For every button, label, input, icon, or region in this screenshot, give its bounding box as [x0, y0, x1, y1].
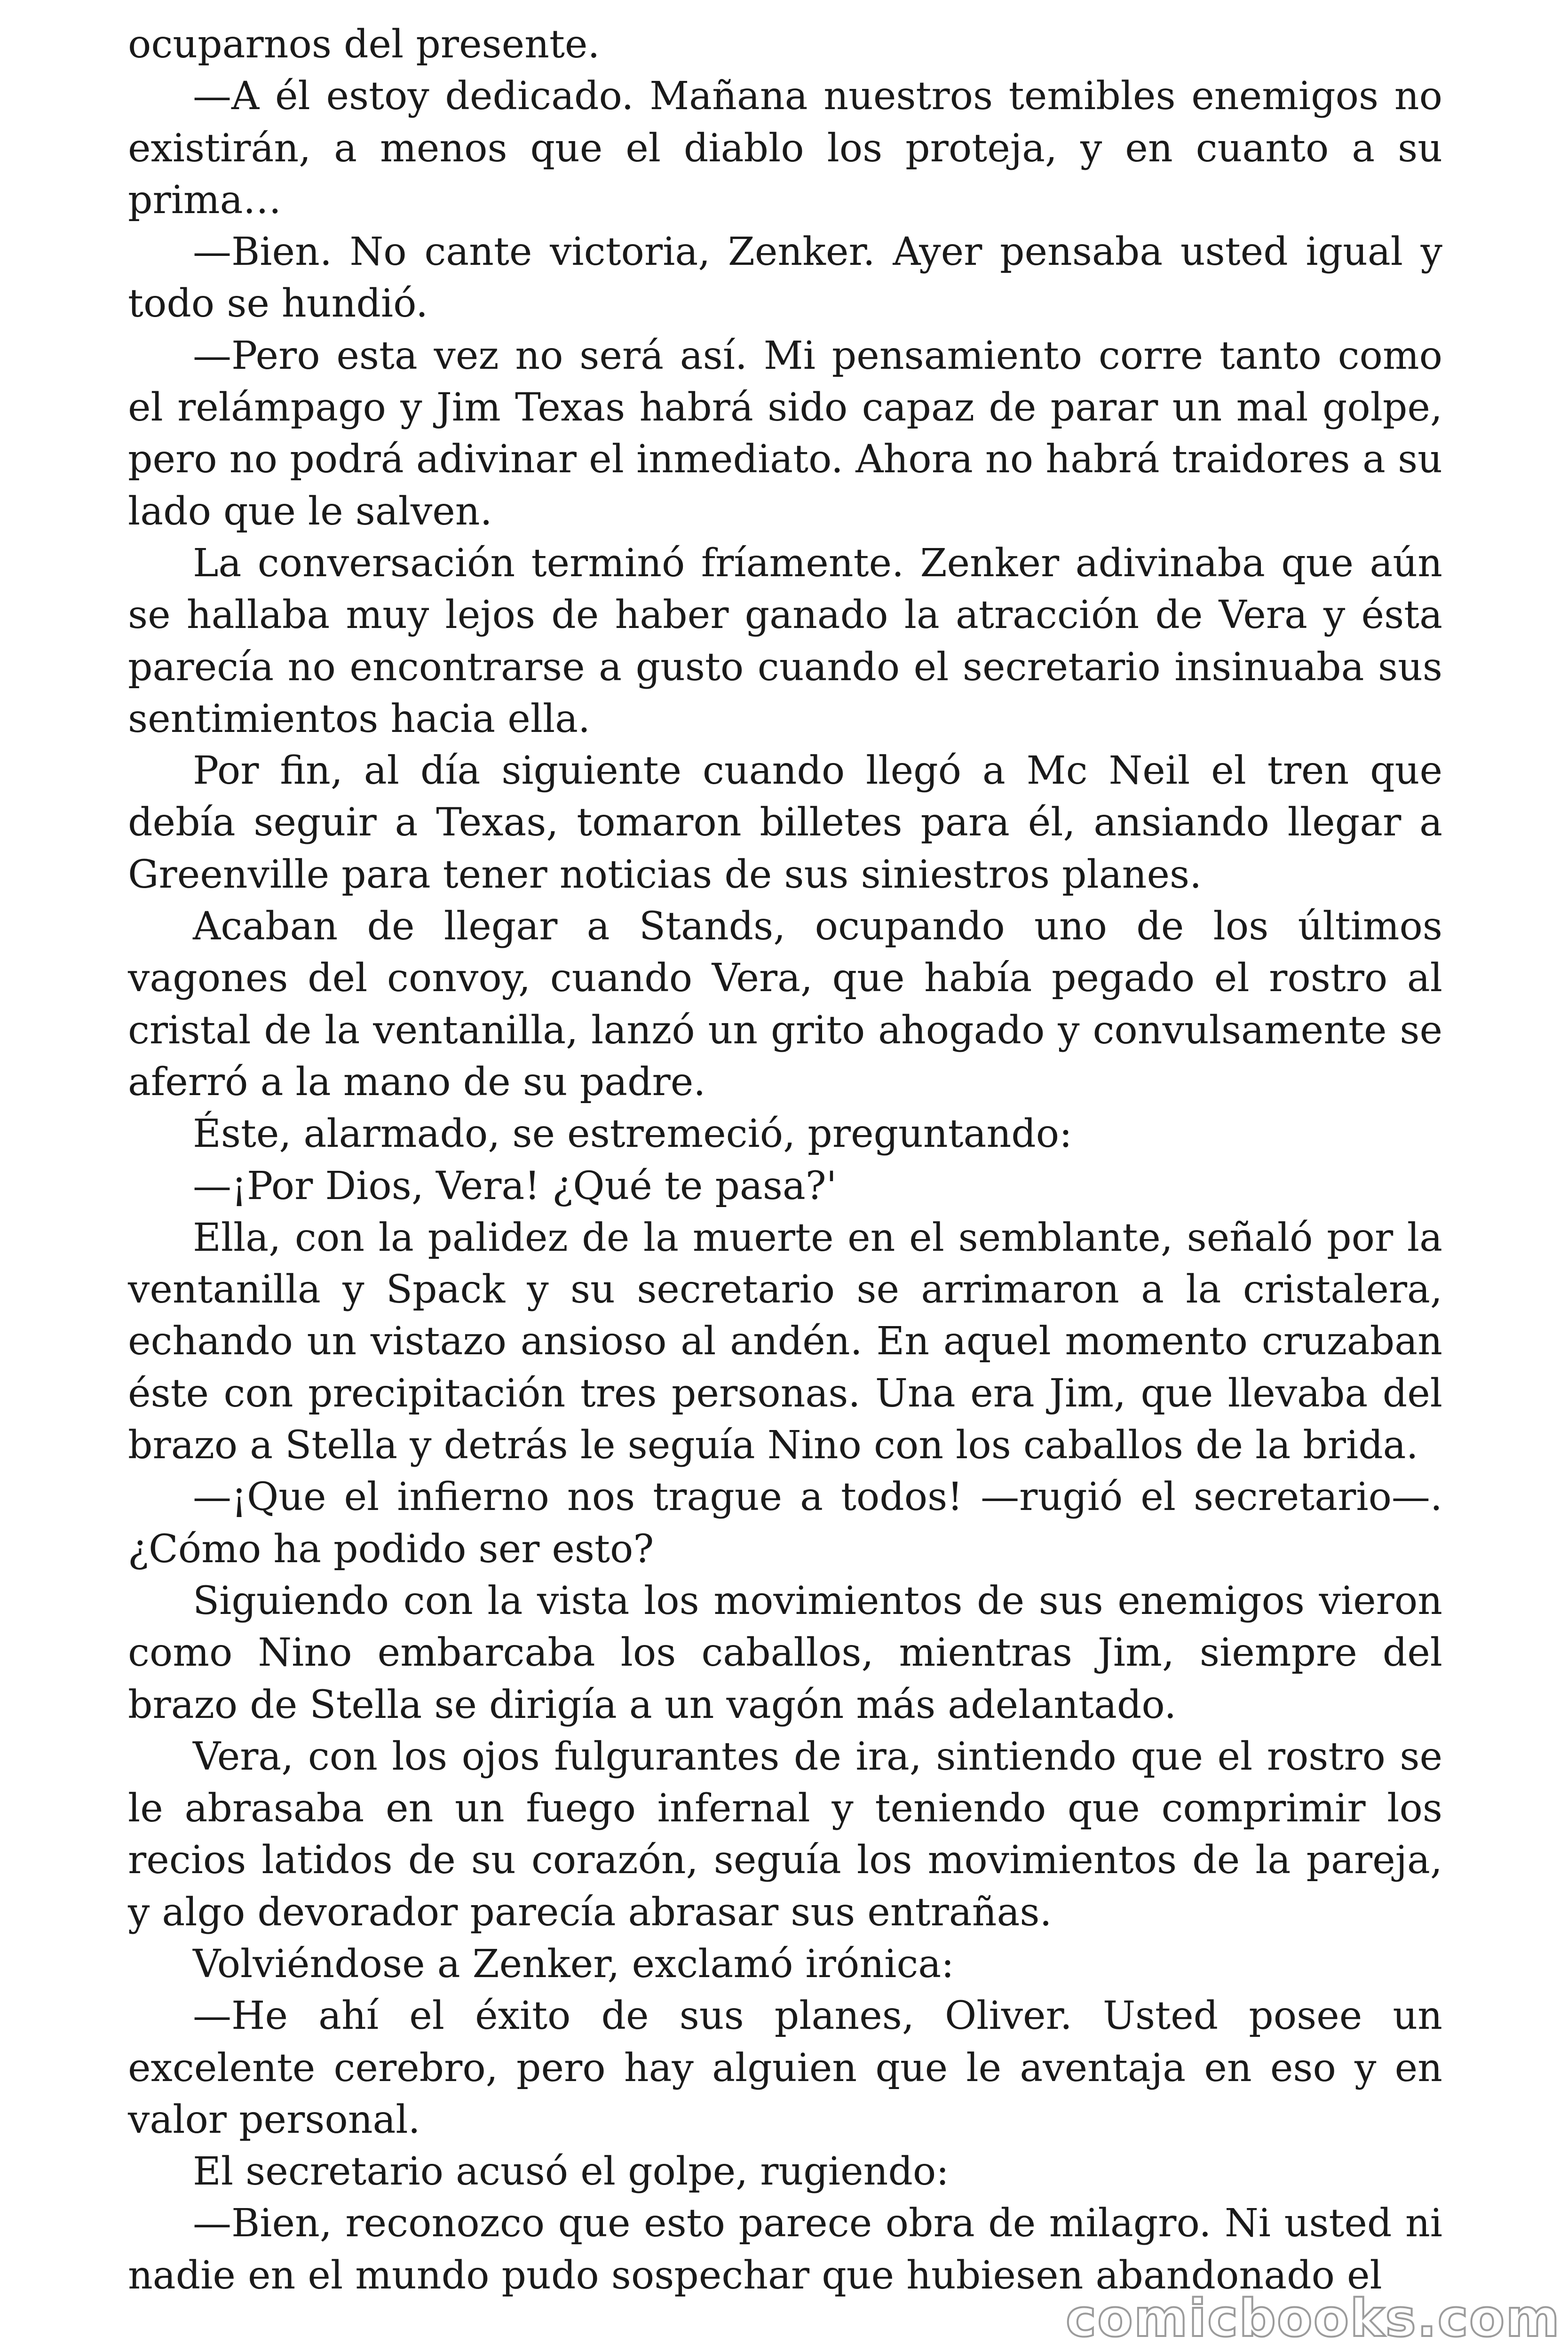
paragraph: —Pero esta vez no será así. Mi pensamiento corre tanto como el relámpago y Jim Texas habrá sido capaz de parar un mal golpe, pero no podrá adivinar el inmediato. Ahora no habrá traidores a su lado que le salven. [128, 333, 1442, 534]
paragraph: —¡Por Dios, Vera! ¿Qué te pasa?' [193, 1163, 837, 1208]
paragraph: —He ahí el éxito de sus planes, Oliver. Usted posee un excelente cerebro, pero hay alguien que le aventaja en eso y en valor personal. [128, 1994, 1442, 2142]
body-text [128, 19, 1442, 2302]
paragraph: Por fin, al día siguiente cuando llegó a Mc Neil el tren que debía seguir a Texas, tomaron billetes para él, ansiando llegar a Greenville para tener noticias de sus siniestros planes. [128, 748, 1442, 897]
paragraph: Éste, alarmado, se estremeció, preguntando: [193, 1112, 1072, 1157]
paragraph: La conversación terminó fríamente. Zenker adivinaba que aún se hallaba muy lejos de haber ganado la atracción de Vera y ésta parecía no encontrarse a gusto cuando el secretario insinuaba sus sentimientos hacia ella. [128, 540, 1442, 741]
paragraph: Acaban de llegar a Stands, ocupando uno de los últimos vagones del convoy, cuando Vera, que había pegado el rostro al cristal de la ventanilla, lanzó un grito ahogado y convulsamente se aferró a la mano de su padre. [128, 904, 1442, 1104]
paragraph: ocuparnos del presente. [128, 22, 600, 67]
paragraph: El secretario acusó el golpe, rugiendo: [193, 2149, 949, 2194]
paragraph: Vera, con los ojos fulgurantes de ira, sintiendo que el rostro se le abrasaba en un fuego infernal y teniendo que comprimir los recios latidos de su corazón, seguía los movimientos de la pareja, y algo devorador parecía abrasar sus entrañas. [128, 1734, 1442, 1935]
paragraph: —¡Que el infierno nos trague a todos! —rugió el secretario—. ¿Cómo ha podido ser esto? [128, 1475, 1442, 1572]
paragraph: Ella, con la palidez de la muerte en el semblante, señaló por la ventanilla y Spack y su secretario se arrimaron a la cristalera, echando un vistazo ansioso al andén. En aquel momento cruzaban éste con precipitación tres personas. Una era Jim, que llevaba del brazo a Stella y detrás le seguía Nino con los caballos de la brida. [128, 1215, 1442, 1468]
paragraph: —Bien. No cante victoria, Zenker. Ayer pensaba usted igual y todo se hundió. [128, 230, 1442, 326]
paragraph: —A él estoy dedicado. Mañana nuestros temibles enemigos no existirán, a menos que el diablo los proteja, y en cuanto a su prima… [128, 74, 1442, 222]
watermark-logo: comicbooks.com [1066, 2288, 1560, 2348]
paragraph: Volviéndose a Zenker, exclamó irónica: [193, 1941, 954, 1986]
paragraph: Siguiendo con la vista los movimientos de sus enemigos vieron como Nino embarcaba los caballos, mientras Jim, siempre del brazo de Stella se dirigía a un vagón más adelantado. [128, 1578, 1442, 1727]
paragraph: —Bien, reconozco que esto parece obra de milagro. Ni usted ni nadie en el mundo pudo sospechar que hubiesen abandonado el [128, 2201, 1442, 2298]
